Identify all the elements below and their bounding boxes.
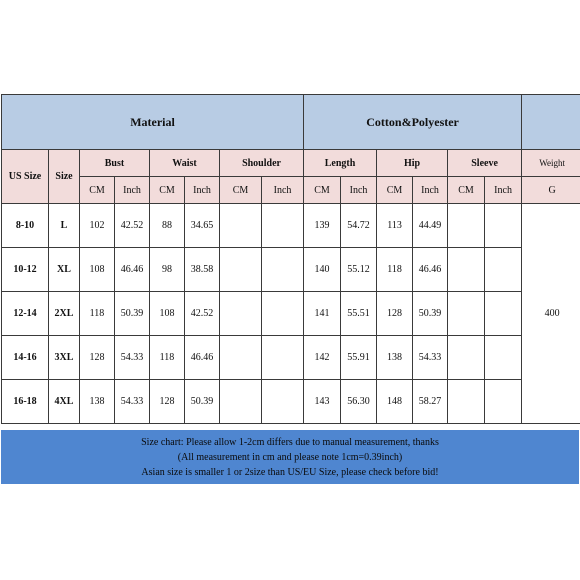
- measure-cell: 55.12: [341, 248, 377, 292]
- header-bust: Bust: [80, 150, 150, 177]
- unit-cm: CM: [220, 177, 262, 204]
- size-cell: 3XL: [49, 336, 80, 380]
- measure-cell: [220, 380, 262, 424]
- measure-cell: [485, 380, 522, 424]
- header-size: Size: [49, 150, 80, 204]
- measure-cell: 50.39: [185, 380, 220, 424]
- measure-cell: 34.65: [185, 204, 220, 248]
- unit-cm: CM: [150, 177, 185, 204]
- header-length: Length: [304, 150, 377, 177]
- measure-cell: [262, 380, 304, 424]
- measure-cell: 46.46: [185, 336, 220, 380]
- measure-cell: 50.39: [413, 292, 448, 336]
- measure-cell: 56.30: [341, 380, 377, 424]
- material-label: Material: [2, 95, 304, 150]
- measure-cell: 142: [304, 336, 341, 380]
- measure-cell: 113: [377, 204, 413, 248]
- measure-cell: 128: [150, 380, 185, 424]
- measure-cell: [220, 248, 262, 292]
- unit-inch: Inch: [413, 177, 448, 204]
- unit-inch: Inch: [115, 177, 150, 204]
- note-line: Size chart: Please allow 1-2cm differs due to manual measurement, thanks: [141, 436, 439, 448]
- measure-cell: [220, 292, 262, 336]
- measure-cell: 108: [80, 248, 115, 292]
- measure-cell: 50.39: [115, 292, 150, 336]
- unit-inch: Inch: [485, 177, 522, 204]
- measure-cell: 108: [150, 292, 185, 336]
- measure-cell: 38.58: [185, 248, 220, 292]
- measure-cell: [485, 336, 522, 380]
- size-note-banner: [1, 430, 579, 484]
- measure-cell: 98: [150, 248, 185, 292]
- unit-cm: CM: [448, 177, 485, 204]
- table-row: [2, 380, 580, 424]
- measure-cell: 42.52: [185, 292, 220, 336]
- measure-cell: 55.51: [341, 292, 377, 336]
- measure-cell: [448, 248, 485, 292]
- unit-cm: CM: [80, 177, 115, 204]
- measure-cell: 54.33: [413, 336, 448, 380]
- measure-cell: 128: [377, 292, 413, 336]
- unit-cm: CM: [304, 177, 341, 204]
- table-row: [2, 248, 580, 292]
- table-row: [2, 292, 580, 336]
- unit-weight: G: [522, 177, 580, 204]
- size-cell: 2XL: [49, 292, 80, 336]
- measure-cell: 140: [304, 248, 341, 292]
- us-size-cell: 10-12: [2, 248, 49, 292]
- unit-inch: Inch: [262, 177, 304, 204]
- note-line: Asian size is smaller 1 or 2size than US/EU Size, please check before bid!: [141, 466, 439, 478]
- unit-inch: Inch: [185, 177, 220, 204]
- measure-cell: 44.49: [413, 204, 448, 248]
- measure-cell: 118: [80, 292, 115, 336]
- measure-cell: [485, 248, 522, 292]
- table-row: [2, 204, 580, 248]
- measure-cell: 55.91: [341, 336, 377, 380]
- measure-cell: 118: [150, 336, 185, 380]
- measure-cell: 42.52: [115, 204, 150, 248]
- note-line: (All measurement in cm and please note 1cm=0.39inch): [177, 451, 403, 463]
- measure-cell: [485, 204, 522, 248]
- measure-cell: [262, 204, 304, 248]
- measure-cell: 58.27: [413, 380, 448, 424]
- unit-inch: Inch: [341, 177, 377, 204]
- measure-cell: 143: [304, 380, 341, 424]
- measure-cell: [262, 292, 304, 336]
- measure-cell: 138: [80, 380, 115, 424]
- measure-cell: 141: [304, 292, 341, 336]
- measure-cell: 102: [80, 204, 115, 248]
- size-chart-table: [1, 94, 579, 424]
- header-weight: Weight: [522, 150, 580, 177]
- measure-cell: [448, 204, 485, 248]
- measure-cell: [220, 204, 262, 248]
- unit-cm: CM: [377, 177, 413, 204]
- us-size-cell: 16-18: [2, 380, 49, 424]
- header-waist: Waist: [150, 150, 220, 177]
- header-sleeve: Sleeve: [448, 150, 522, 177]
- size-cell: 4XL: [49, 380, 80, 424]
- measure-cell: 54.33: [115, 380, 150, 424]
- measure-cell: [448, 336, 485, 380]
- measure-cell: 148: [377, 380, 413, 424]
- measure-cell: [448, 292, 485, 336]
- measure-cell: [448, 380, 485, 424]
- measure-cell: [262, 336, 304, 380]
- measure-cell: 46.46: [115, 248, 150, 292]
- us-size-cell: 8-10: [2, 204, 49, 248]
- measure-cell: 139: [304, 204, 341, 248]
- weight-value-cell: 400: [522, 204, 580, 424]
- measure-cell: [485, 292, 522, 336]
- us-size-cell: 12-14: [2, 292, 49, 336]
- size-cell: XL: [49, 248, 80, 292]
- size-cell: L: [49, 204, 80, 248]
- header-shoulder: Shoulder: [220, 150, 304, 177]
- material-value: Cotton&Polyester: [304, 95, 522, 150]
- header-hip: Hip: [377, 150, 448, 177]
- header-us-size: US Size: [2, 150, 49, 204]
- measure-cell: 138: [377, 336, 413, 380]
- material-empty-cell: [522, 95, 580, 150]
- measure-cell: [220, 336, 262, 380]
- table-row: [2, 336, 580, 380]
- measure-cell: 88: [150, 204, 185, 248]
- measure-cell: 46.46: [413, 248, 448, 292]
- measure-cell: [262, 248, 304, 292]
- measure-cell: 128: [80, 336, 115, 380]
- measure-cell: 54.33: [115, 336, 150, 380]
- measure-cell: 118: [377, 248, 413, 292]
- measure-cell: 54.72: [341, 204, 377, 248]
- us-size-cell: 14-16: [2, 336, 49, 380]
